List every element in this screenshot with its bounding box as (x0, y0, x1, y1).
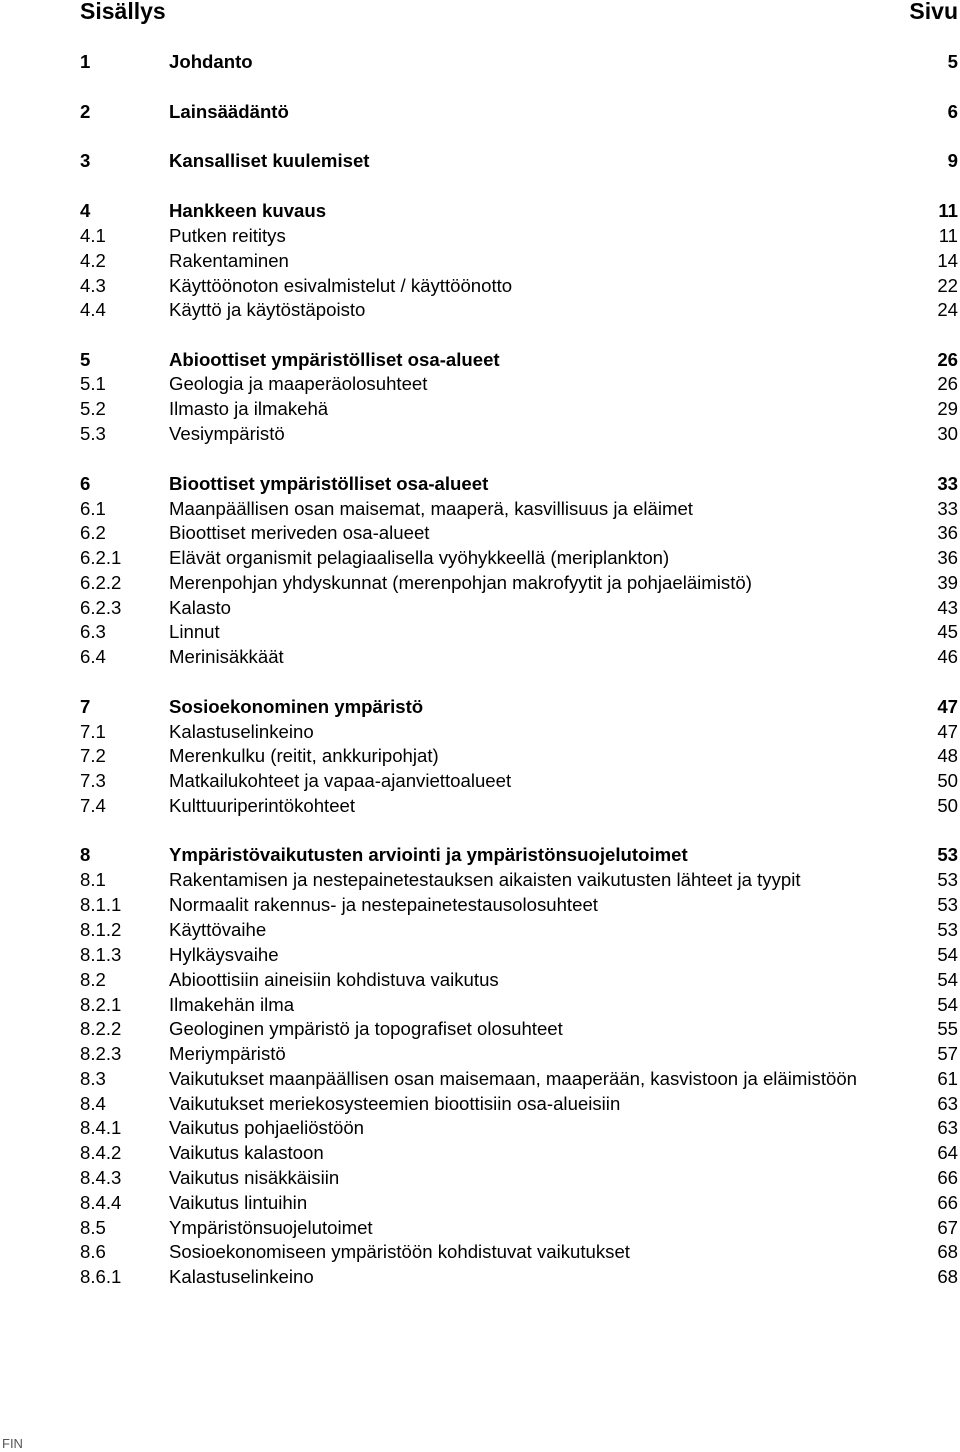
toc-chapter-row[interactable] (0, 695, 960, 720)
toc-entry-title: Elävät organismit pelagiaalisella vyöhykkeellä (meriplankton) (169, 547, 670, 568)
toc-page-number: 54 (937, 968, 958, 990)
toc-number: 8.6 (80, 1241, 106, 1262)
toc-title: Sisällys (80, 0, 166, 24)
toc-number: 8.2.1 (80, 993, 122, 1015)
toc-chapter-row[interactable] (0, 100, 960, 125)
toc-number: 1 (80, 51, 91, 72)
toc-page-number: 63 (937, 1092, 958, 1114)
toc-number: 8.4.2 (80, 1142, 122, 1163)
toc-chapter-row[interactable] (0, 199, 960, 224)
toc-page-number: 47 (937, 695, 958, 717)
toc-section-row[interactable] (0, 397, 960, 422)
toc-section-row[interactable] (0, 1166, 960, 1191)
toc-page-number: 63 (937, 1117, 958, 1138)
toc-section-row[interactable] (0, 744, 960, 769)
toc-header (80, 0, 960, 26)
toc-section-row[interactable] (0, 298, 960, 323)
toc-entry-title: Kalastuselinkeino (169, 1266, 314, 1287)
toc-number: 8 (80, 844, 91, 865)
toc-entry-title: Käyttö ja käytöstäpoisto (169, 299, 366, 320)
toc-section-row[interactable] (0, 546, 960, 571)
toc-entry-title: Merenpohjan yhdyskunnat (merenpohjan makrofyytit ja pohjaeläimistö) (169, 571, 752, 593)
toc-entry-title: Abioottisiin aineisiin kohdistuva vaikutus (169, 968, 499, 990)
toc-number: 8.5 (80, 1216, 106, 1238)
toc-section-row[interactable] (0, 224, 960, 249)
toc-page-number: 33 (937, 497, 958, 519)
toc-entry-title: Vaikutukset meriekosysteemien bioottisiin osa-alueisiin (169, 1092, 621, 1114)
toc-section-row[interactable] (0, 422, 960, 447)
toc-entry-title: Kansalliset kuulemiset (169, 150, 370, 171)
toc-page-number: 48 (937, 745, 958, 766)
toc-entry-title: Putken reititys (169, 225, 286, 246)
toc-number: 8.1 (80, 869, 106, 890)
toc-entry-title: Matkailukohteet ja vapaa-ajanviettoalueet (169, 770, 512, 791)
toc-entry-title: Geologinen ympäristö ja topografiset olosuhteet (169, 1018, 563, 1039)
toc-entry-title: Bioottiset ympäristölliset osa-alueet (169, 472, 489, 494)
toc-page-number: 57 (937, 1043, 958, 1064)
toc-page-number: 29 (937, 398, 958, 419)
toc-entry-title: Käyttövaihe (169, 919, 267, 940)
toc-number: 8.6.1 (80, 1266, 122, 1287)
toc-page-number: 68 (937, 1241, 958, 1262)
toc-number: 8.2.2 (80, 1018, 122, 1039)
toc-chapter-row[interactable] (0, 472, 960, 497)
toc-number: 4.2 (80, 250, 106, 271)
toc-section-row[interactable] (0, 1265, 960, 1290)
toc-section-row[interactable] (0, 372, 960, 397)
toc-entry-title: Sosioekonominen ympäristö (169, 695, 424, 717)
toc-entry-title: Ilmasto ja ilmakehä (169, 398, 329, 419)
toc-section-row[interactable] (0, 720, 960, 745)
toc-page-number: 68 (937, 1266, 958, 1287)
language-label: FIN (2, 1436, 23, 1451)
toc-number: 7 (80, 695, 91, 717)
toc-page-number: 50 (937, 770, 958, 791)
toc-section-row[interactable] (0, 769, 960, 794)
toc-number: 7.3 (80, 770, 106, 791)
toc-entry-title: Käyttöönoton esivalmistelut / käyttöönotto (169, 274, 513, 296)
toc-page-number: 26 (937, 348, 958, 370)
toc-page-number: 6 (947, 100, 958, 122)
toc-section-row[interactable] (0, 893, 960, 918)
toc-entry-title: Kulttuuriperintökohteet (169, 794, 356, 816)
toc-page-number: 54 (937, 993, 958, 1015)
toc-section-row[interactable] (0, 274, 960, 299)
toc-number: 8.4.1 (80, 1117, 122, 1138)
toc-page-number: 55 (937, 1018, 958, 1039)
toc-chapter-row[interactable] (0, 50, 960, 75)
toc-number: 6 (80, 472, 91, 494)
toc-section-row[interactable] (0, 645, 960, 670)
toc-number: 8.1.2 (80, 919, 122, 940)
toc-page-number: 53 (937, 894, 958, 915)
toc-number: 6.2.3 (80, 596, 122, 618)
toc-number: 3 (80, 150, 91, 171)
toc-number: 6.2.2 (80, 571, 122, 593)
toc-number: 8.2 (80, 968, 106, 990)
toc-number: 7.1 (80, 720, 106, 742)
toc-entry-title: Johdanto (169, 51, 253, 72)
toc-section-row[interactable] (0, 1141, 960, 1166)
toc-section-row[interactable] (0, 794, 960, 819)
toc-entry-title: Linnut (169, 621, 220, 642)
toc-page-number: 66 (937, 1191, 958, 1213)
toc-page-number: 22 (937, 274, 958, 296)
toc-entry-title: Rakentamisen ja nestepainetestauksen aikaisten vaikutusten lähteet ja tyypit (169, 869, 801, 890)
toc-page-number: 46 (937, 646, 958, 667)
toc-page-number: 66 (937, 1166, 958, 1188)
toc-page-number: 50 (937, 794, 958, 816)
toc-section-row[interactable] (0, 1216, 960, 1241)
toc-section-row[interactable] (0, 968, 960, 993)
toc-page-number: 9 (947, 150, 958, 171)
toc-number: 8.1.1 (80, 894, 122, 915)
toc-number: 4.1 (80, 225, 106, 246)
toc-entry-title: Vaikutus pohjaeliöstöön (169, 1117, 365, 1138)
toc-number: 6.2 (80, 522, 106, 543)
toc-page-number: 61 (937, 1067, 958, 1089)
toc-section-row[interactable] (0, 943, 960, 968)
toc-number: 4.4 (80, 299, 106, 320)
toc-entry-title: Hankkeen kuvaus (169, 200, 327, 221)
toc-entry-title: Meriympäristö (169, 1043, 286, 1064)
toc-page-number: 36 (937, 522, 958, 543)
toc-section-row[interactable] (0, 918, 960, 943)
toc-number: 6.4 (80, 646, 106, 667)
page-column-label: Sivu (909, 0, 958, 24)
toc-section-row[interactable] (0, 249, 960, 274)
toc-entry-title: Vesiympäristö (169, 423, 285, 444)
toc-page-number: 33 (937, 472, 958, 494)
toc-entry-title: Ympäristövaikutusten arviointi ja ympäristönsuojelutoimet (169, 844, 688, 865)
toc-number: 7.2 (80, 745, 106, 766)
toc-number: 6.1 (80, 497, 106, 519)
toc-page-number: 53 (937, 919, 958, 940)
toc-entry-title: Normaalit rakennus- ja nestepainetestausolosuhteet (169, 894, 598, 915)
toc-entry-title: Merinisäkkäät (169, 646, 284, 667)
toc-number: 2 (80, 100, 91, 122)
toc-page-number: 39 (937, 571, 958, 593)
toc-number: 8.2.3 (80, 1043, 122, 1064)
toc-entry-title: Vaikutukset maanpäällisen osan maisemaan, maaperään, kasvistoon ja eläimistöön (169, 1067, 858, 1089)
toc-entry-title: Rakentaminen (169, 250, 289, 271)
toc-page-number: 43 (937, 596, 958, 618)
toc-number: 6.3 (80, 621, 106, 642)
toc-section-row[interactable] (0, 1240, 960, 1265)
toc-page-number: 53 (937, 869, 958, 890)
toc-entry-title: Lainsäädäntö (169, 100, 289, 122)
toc-number: 8.3 (80, 1067, 106, 1089)
toc-section-row[interactable] (0, 1092, 960, 1117)
toc-section-row[interactable] (0, 521, 960, 546)
toc-chapter-row[interactable] (0, 348, 960, 373)
toc-section-row[interactable] (0, 1067, 960, 1092)
toc-entry-title: Vaikutus lintuihin (169, 1191, 308, 1213)
toc-entry-title: Kalasto (169, 596, 232, 618)
toc-number: 4 (80, 200, 91, 221)
toc-number: 4.3 (80, 274, 106, 296)
toc-page-number: 26 (937, 373, 958, 394)
toc-chapter-row[interactable] (0, 843, 960, 868)
toc-entry-title: Maanpäällisen osan maisemat, maaperä, kasvillisuus ja eläimet (169, 497, 693, 519)
toc-section-row[interactable] (0, 1116, 960, 1141)
toc-page-number: 14 (937, 250, 958, 271)
toc-number: 5.2 (80, 398, 106, 419)
toc-section-row[interactable] (0, 1191, 960, 1216)
toc-entry-title: Vaikutus nisäkkäisiin (169, 1166, 340, 1188)
toc-page-number: 5 (947, 51, 958, 72)
toc-section-row[interactable] (0, 596, 960, 621)
toc-section-row[interactable] (0, 571, 960, 596)
toc-page-number: 11 (938, 225, 958, 246)
toc-section-row[interactable] (0, 620, 960, 645)
toc-page-number: 30 (937, 423, 958, 444)
toc-page-number: 53 (937, 844, 958, 865)
toc-page-number: 24 (937, 299, 958, 320)
toc-chapter-row[interactable] (0, 149, 960, 174)
toc-section-row[interactable] (0, 868, 960, 893)
toc-number: 5 (80, 348, 91, 370)
toc-entry-title: Ympäristönsuojelutoimet (169, 1216, 373, 1238)
toc-entry-title: Ilmakehän ilma (169, 993, 295, 1015)
toc-entry-title: Sosioekonomiseen ympäristöön kohdistuvat vaikutukset (169, 1241, 630, 1262)
toc-page-number: 45 (937, 621, 958, 642)
toc-number: 8.4.3 (80, 1166, 122, 1188)
toc-number: 8.4.4 (80, 1191, 122, 1213)
toc-page-number: 11 (938, 200, 958, 221)
toc-number: 6.2.1 (80, 547, 122, 568)
toc-entry-title: Geologia ja maaperäolosuhteet (169, 373, 428, 394)
toc-page-number: 67 (937, 1216, 958, 1238)
toc-number: 5.3 (80, 423, 106, 444)
toc-entry-title: Bioottiset meriveden osa-alueet (169, 522, 430, 543)
toc-section-row[interactable] (0, 1017, 960, 1042)
toc-page-number: 47 (937, 720, 958, 742)
toc-number: 8.4 (80, 1092, 106, 1114)
toc-entry-title: Merenkulku (reitit, ankkuripohjat) (169, 745, 439, 766)
toc-entry-title: Abioottiset ympäristölliset osa-alueet (169, 348, 500, 370)
toc-entry-title: Vaikutus kalastoon (169, 1142, 324, 1163)
toc-section-row[interactable] (0, 1042, 960, 1067)
toc-number: 8.1.3 (80, 943, 122, 965)
toc-section-row[interactable] (0, 497, 960, 522)
toc-entry-title: Hylkäysvaihe (169, 943, 279, 965)
toc-number: 7.4 (80, 794, 106, 816)
toc-page-number: 36 (937, 547, 958, 568)
toc-number: 5.1 (80, 373, 106, 394)
toc-section-row[interactable] (0, 993, 960, 1018)
toc-page-number: 54 (937, 943, 958, 965)
toc-page-number: 64 (937, 1142, 958, 1163)
toc-entry-title: Kalastuselinkeino (169, 720, 314, 742)
